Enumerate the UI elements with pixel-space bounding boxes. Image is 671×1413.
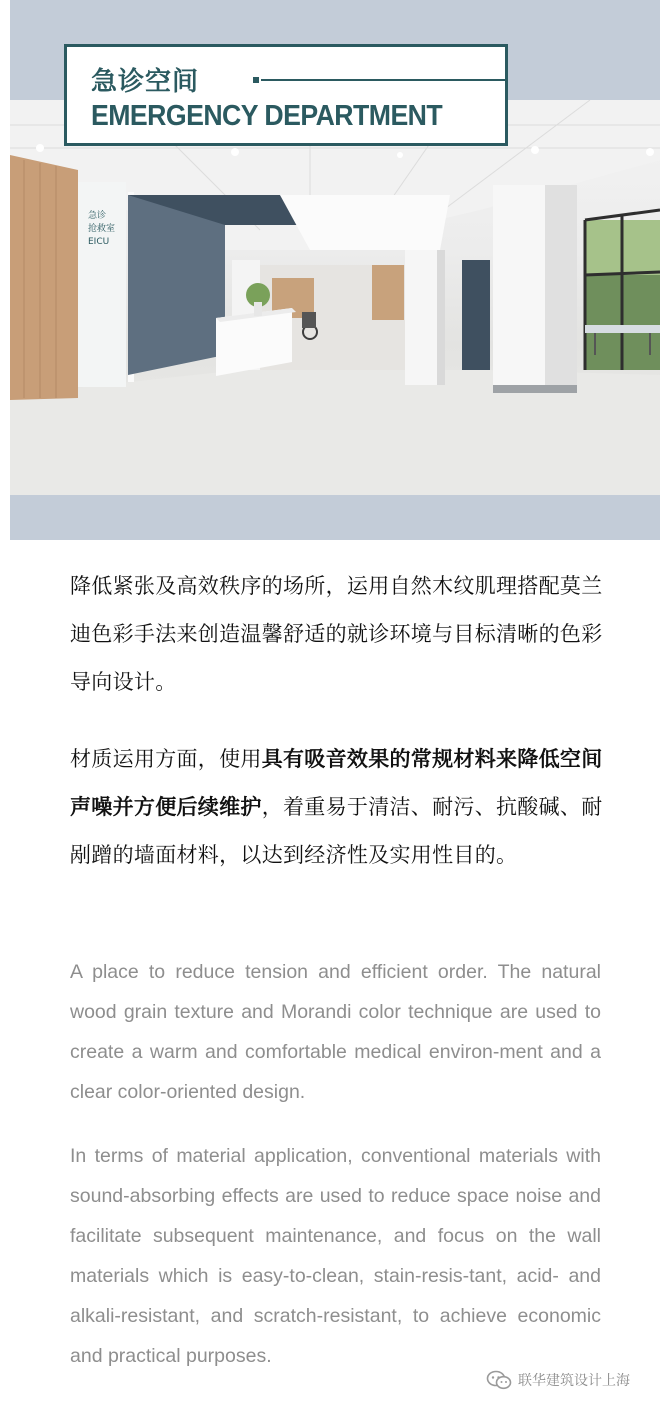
wechat-icon <box>486 1370 512 1390</box>
title-divider-line <box>261 79 505 81</box>
section-title-chinese: 急诊空间 <box>91 67 200 97</box>
material-text-start: 材质运用方面，使用 <box>70 747 262 771</box>
sign-line-eicu: EICU <box>88 237 110 247</box>
emergency-department-photo <box>10 100 660 495</box>
section-title-english: EMERGENCY DEPARTMENT <box>91 100 443 132</box>
title-divider-dot <box>253 77 259 83</box>
sign-line-resus: 抢救室 <box>88 224 116 234</box>
sign-line-emergency: 急诊 <box>88 211 107 221</box>
intro-paragraph-cn: 降低紧张及高效秩序的场所，运用自然木纹肌理搭配莫兰迪色彩手法来创造温馨舒适的就诊环境与目标清晰的色彩导向设计。 <box>70 574 603 694</box>
material-text-end: ，着重易于清洁、耐污、抗酸碱、耐剐蹭的墙面材料，以达到经济性及实用性目的。 <box>70 795 603 867</box>
watermark-text: 联华建筑设计上海 <box>518 1373 630 1389</box>
section-title-card <box>64 44 508 146</box>
wayfinding-sign <box>88 210 122 249</box>
material-text-highlight: 具有吸音效果的常规材料来降低空间声噪并方便后续维护 <box>70 747 603 819</box>
account-watermark <box>486 1370 630 1390</box>
material-paragraph-en: In terms of material application, conventional materials with sound-absorbing effects are used to reduce space noise and facilitate subsequent maintenance, and focus on the wall materials which is easy-to-clean, stain-resis-tant, acid- and alkali-resistant, and scratch-resistant, to achieve economic and practical purposes. <box>70 1145 601 1367</box>
material-paragraph-cn <box>70 735 606 879</box>
intro-paragraph-en: A place to reduce tension and efficient order. The natural wood grain texture and Morandi color technique are used to create a warm and comfortable medical environ-ment and a clear color-oriented design. <box>70 961 601 1103</box>
